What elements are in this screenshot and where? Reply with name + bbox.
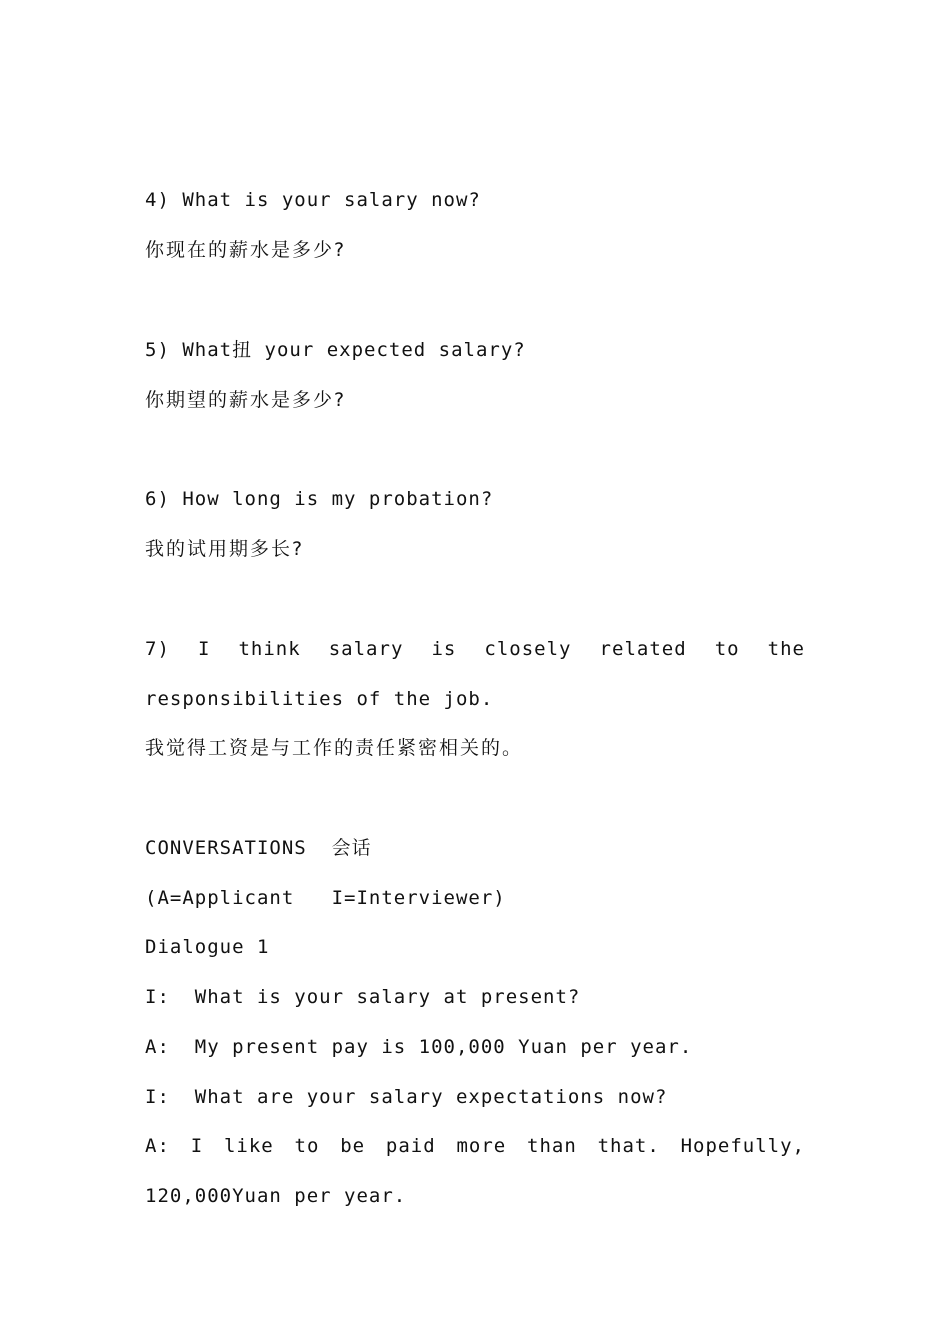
- section-heading: CONVERSATIONS 会话: [145, 837, 372, 859]
- question-5-chinese: 你期望的薪水是多少?: [145, 389, 347, 411]
- question-4-chinese: 你现在的薪水是多少?: [145, 239, 347, 261]
- question-5-english: 5) What扭 your expected salary?: [145, 339, 526, 361]
- statement-7-english-line-2: responsibilities of the job.: [145, 688, 494, 710]
- question-6-chinese: 我的试用期多长?: [145, 538, 305, 560]
- question-4-english: 4) What is your salary now?: [145, 189, 481, 211]
- dialogue-line-4-continued: 120,000Yuan per year.: [145, 1185, 407, 1207]
- statement-7-english-line-1: 7) I think salary is closely related to the: [145, 638, 805, 660]
- dialogue-line-2: A: My present pay is 100,000 Yuan per year.: [145, 1036, 693, 1058]
- dialogue-line-1: I: What is your salary at present?: [145, 986, 581, 1008]
- dialogue-line-3: I: What are your salary expectations now?: [145, 1086, 668, 1108]
- dialogue-line-4: A: I like to be paid more than that. Hopefully,: [145, 1135, 805, 1157]
- speaker-legend: (A=Applicant I=Interviewer): [145, 887, 506, 909]
- dialogue-title: Dialogue 1: [145, 936, 270, 958]
- question-6-english: 6) How long is my probation?: [145, 488, 494, 510]
- statement-7-chinese: 我觉得工资是与工作的责任紧密相关的。: [145, 737, 524, 759]
